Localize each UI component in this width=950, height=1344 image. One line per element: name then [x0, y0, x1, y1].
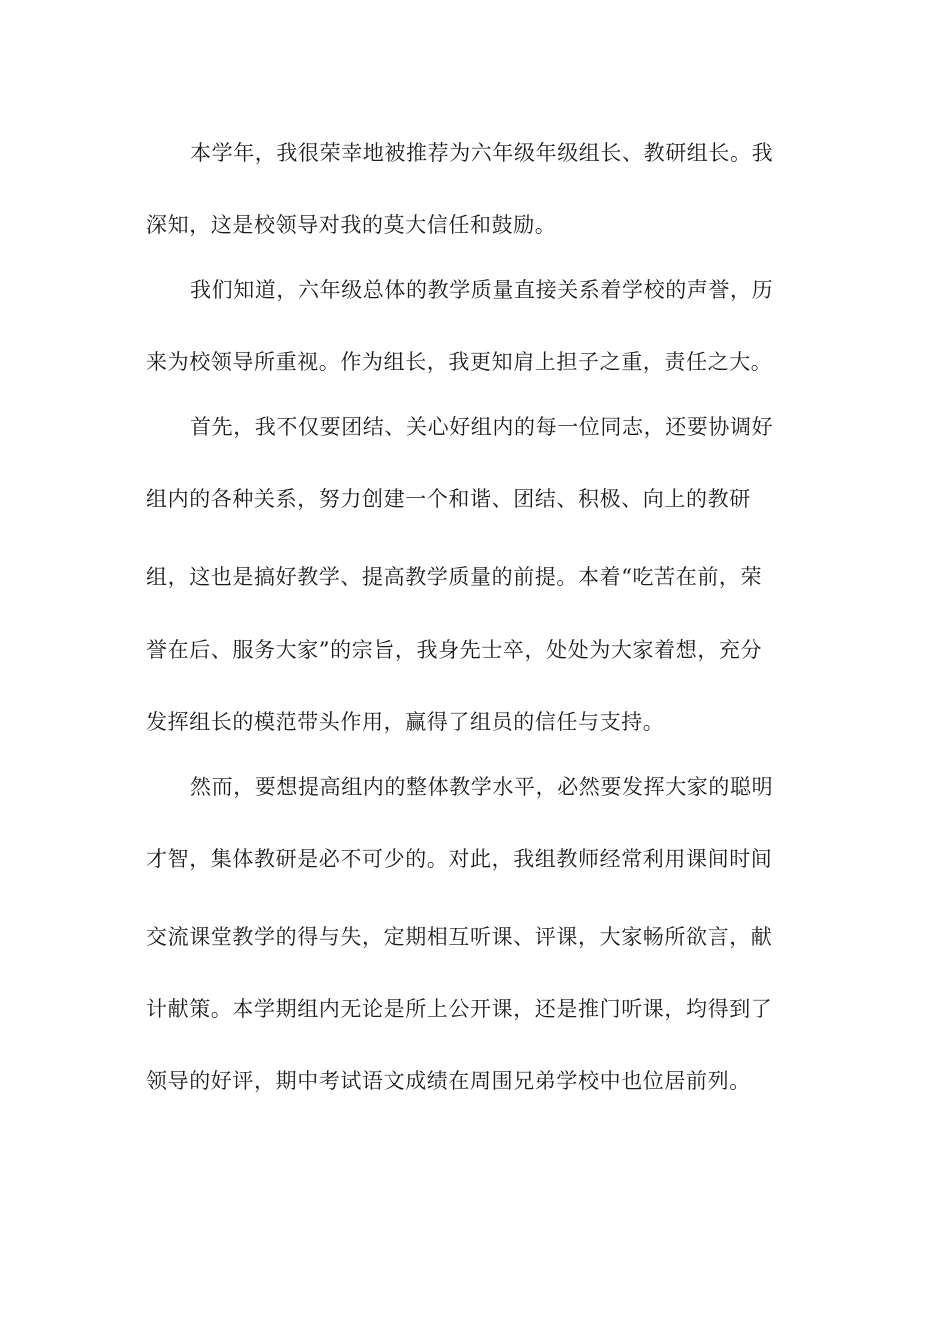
paragraph-4-line-5: 领导的好评，期中考试语文成绩在周围兄弟学校中也位居前列。 — [146, 1069, 751, 1093]
paragraph-1-line-1: 本学年，我很荣幸地被推荐为六年级年级组长、教研组长。我 — [190, 141, 774, 165]
paragraph-3-line-1: 首先，我不仅要团结、关心好组内的每一位同志，还要协调好 — [190, 415, 774, 439]
paragraph-4-line-1: 然而，要想提高组内的整体教学水平，必然要发挥大家的聪明 — [190, 775, 774, 799]
paragraph-3-line-5: 发挥组长的模范带头作用，赢得了组员的信任与支持。 — [146, 710, 665, 734]
paragraph-3-line-4: 誉在后、服务大家”的宗旨，我身先士卒，处处为大家着想，充分 — [146, 638, 763, 662]
paragraph-4-line-2: 才智，集体教研是必不可少的。对此，我组教师经常利用课间时间 — [146, 847, 773, 871]
paragraph-2-line-1: 我们知道，六年级总体的教学质量直接关系着学校的声誉，历 — [190, 278, 774, 302]
paragraph-1-line-2: 深知，这是校领导对我的莫大信任和鼓励。 — [146, 213, 557, 237]
paragraph-4-line-3: 交流课堂教学的得与失，定期相互听课、评课，大家畅所欲言，献 — [146, 925, 773, 949]
paragraph-4-line-4: 计献策。本学期组内无论是所上公开课，还是推门听课，均得到了 — [146, 997, 773, 1021]
paragraph-3-line-2: 组内的各种关系，努力创建一个和谐、团结、积极、向上的教研 — [146, 487, 751, 511]
paragraph-3-line-3: 组，这也是搞好教学、提高教学质量的前提。本着“吃苦在前，荣 — [146, 565, 763, 589]
paragraph-2-line-2: 来为校领导所重视。作为组长，我更知肩上担子之重，责任之大。 — [146, 350, 773, 374]
